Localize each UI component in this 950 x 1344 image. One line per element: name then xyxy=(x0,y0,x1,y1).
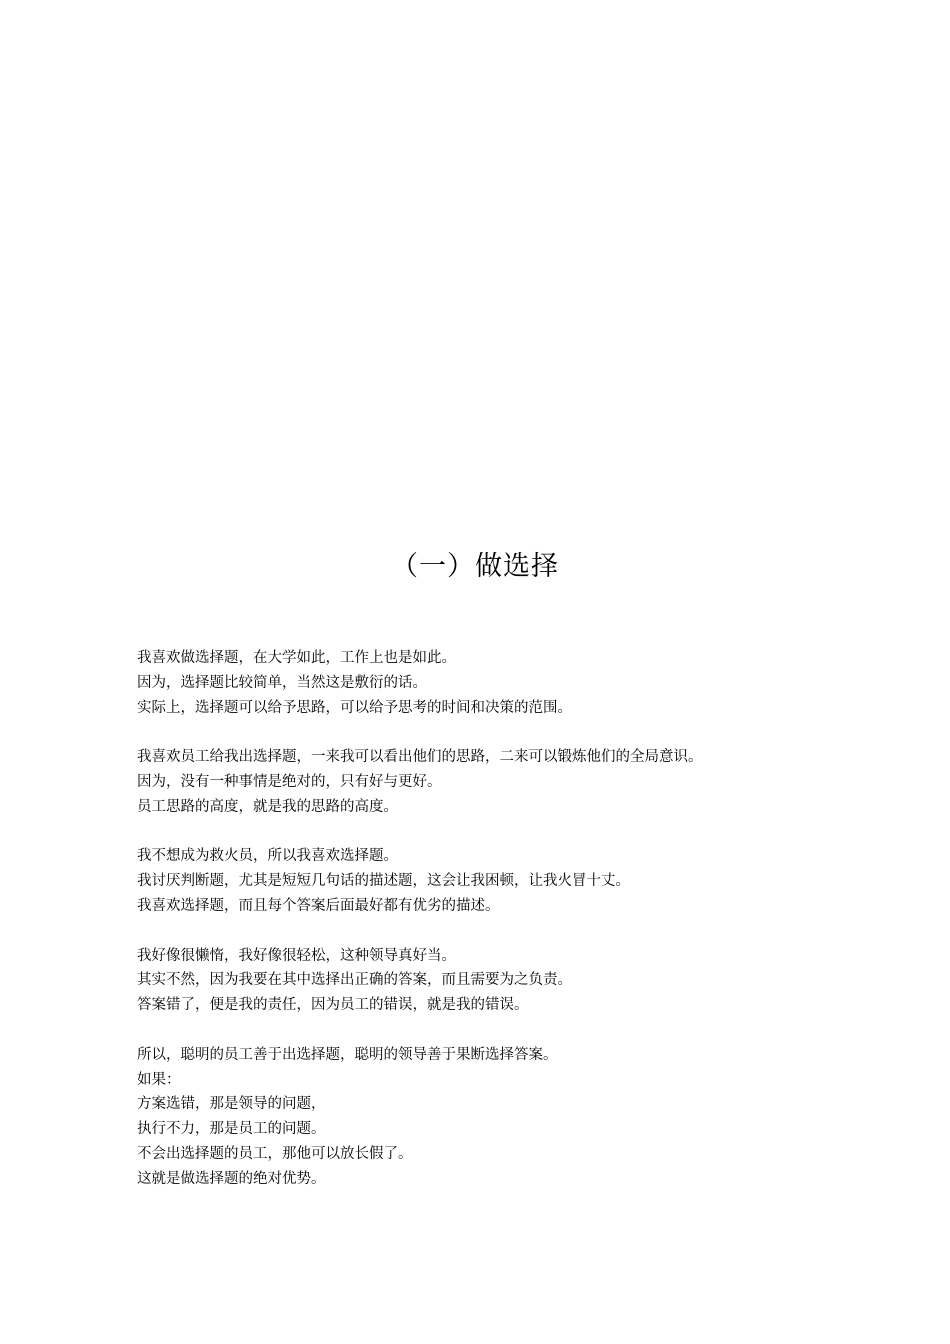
text-line: 我好像很懒惰，我好像很轻松，这种领导真好当。 xyxy=(137,947,456,964)
text-line: 其实不然，因为我要在其中选择出正确的答案，而且需要为之负责。 xyxy=(137,972,572,989)
text-line: 我喜欢做选择题，在大学如此，工作上也是如此。 xyxy=(137,650,456,666)
text-line: 员工思路的高度，就是我的思路的高度。 xyxy=(137,798,398,815)
text-line: 这就是做选择题的绝对优势。 xyxy=(137,1170,326,1187)
text-line: 不会出选择题的员工，那他可以放长假了。 xyxy=(137,1145,413,1162)
text-line: 如果： xyxy=(137,1071,181,1088)
text-line: 我喜欢员工给我出选择题，一来我可以看出他们的思路，二来可以锻炼他们的全局意识。 xyxy=(137,749,703,766)
text-line: 因为，选择题比较简单，当然这是敷衍的话。 xyxy=(137,674,427,691)
paragraph-2 xyxy=(137,745,897,819)
text-line: 答案错了，便是我的责任，因为员工的错误，就是我的错误。 xyxy=(137,997,529,1014)
paragraph-1 xyxy=(137,646,897,720)
document-body xyxy=(137,646,897,1192)
paragraph-3 xyxy=(137,844,897,918)
document-title: （一）做选择 xyxy=(391,551,559,582)
text-line: 我不想成为救火员，所以我喜欢选择题。 xyxy=(137,848,398,865)
text-line: 实际上，选择题可以给予思路，可以给予思考的时间和决策的范围。 xyxy=(137,699,572,716)
text-line: 执行不力，那是员工的问题。 xyxy=(137,1121,326,1138)
text-line: 我喜欢选择题，而且每个答案后面最好都有优劣的描述。 xyxy=(137,897,500,914)
text-line: 我讨厌判断题，尤其是短短几句话的描述题，这会让我困顿，让我火冒十丈。 xyxy=(137,873,630,890)
text-line: 方案选错，那是领导的问题， xyxy=(137,1096,326,1113)
text-line: 所以，聪明的员工善于出选择题，聪明的领导善于果断选择答案。 xyxy=(137,1046,558,1063)
text-line: 因为，没有一种事情是绝对的，只有好与更好。 xyxy=(137,773,442,790)
paragraph-5 xyxy=(137,1043,897,1192)
paragraph-4 xyxy=(137,944,897,1018)
